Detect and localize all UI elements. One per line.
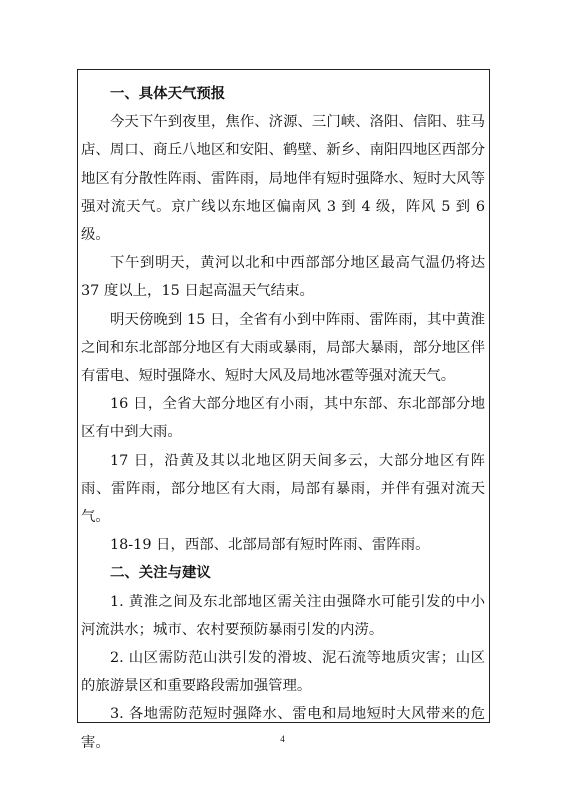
advice-item-2: 2. 山区需防范山洪引发的滑坡、泥石流等地质灾害；山区的旅游景区和重要路段需加强管理。 [81,650,485,695]
advice-item-3: 3. 各地需防范短时强降水、雷电和局地短时大风带来的危害。 [81,706,485,751]
forecast-paragraph-17th: 17 日，沿黄及其以北地区阴天间多云，大部分地区有阵雨、雷阵雨，部分地区有大雨，局部有暴雨，并伴有强对流天气。 [81,452,485,526]
forecast-paragraph-temperature: 下午到明天，黄河以北和中西部部分地区最高气温仍将达 37 度以上，15 日起高温天气结束。 [81,255,485,300]
advice-item-1: 1. 黄淮之间及东北部地区需关注由强降水可能引发的中小河流洪水；城市、农村要预防暴雨引发的内涝。 [81,593,485,638]
document-body [81,80,485,757]
forecast-paragraph-18-19th: 18-19 日，西部、北部局部有短时阵雨、雷阵雨。 [110,537,430,554]
forecast-paragraph-15th: 明天傍晚到 15 日，全省有小到中阵雨、雷阵雨，其中黄淮之间和东北部部分地区有大雨或暴雨，局部大暴雨，部分地区伴有雷电、短时强降水、短时大风及局地冰雹等强对流天气。 [81,311,485,385]
forecast-paragraph-16th: 16 日，全省大部分地区有小雨，其中东部、东北部部分地区有中到大雨。 [81,396,485,441]
forecast-paragraph-today: 今天下午到夜里，焦作、济源、三门峡、洛阳、信阳、驻马店、周口、商丘八地区和安阳、鹤壁、新乡、南阳四地区西部分地区有分散性阵雨、雷阵雨，局地伴有短时强降水、短时大风等强对流天气。京广线以东地区偏南风 3 到 4 级，阵风 5 到 6 级。 [81,114,485,244]
section-heading-advice: 二、关注与建议 [110,565,211,582]
section-heading-forecast: 一、具体天气预报 [110,86,226,102]
page-number: 4 [280,734,285,744]
